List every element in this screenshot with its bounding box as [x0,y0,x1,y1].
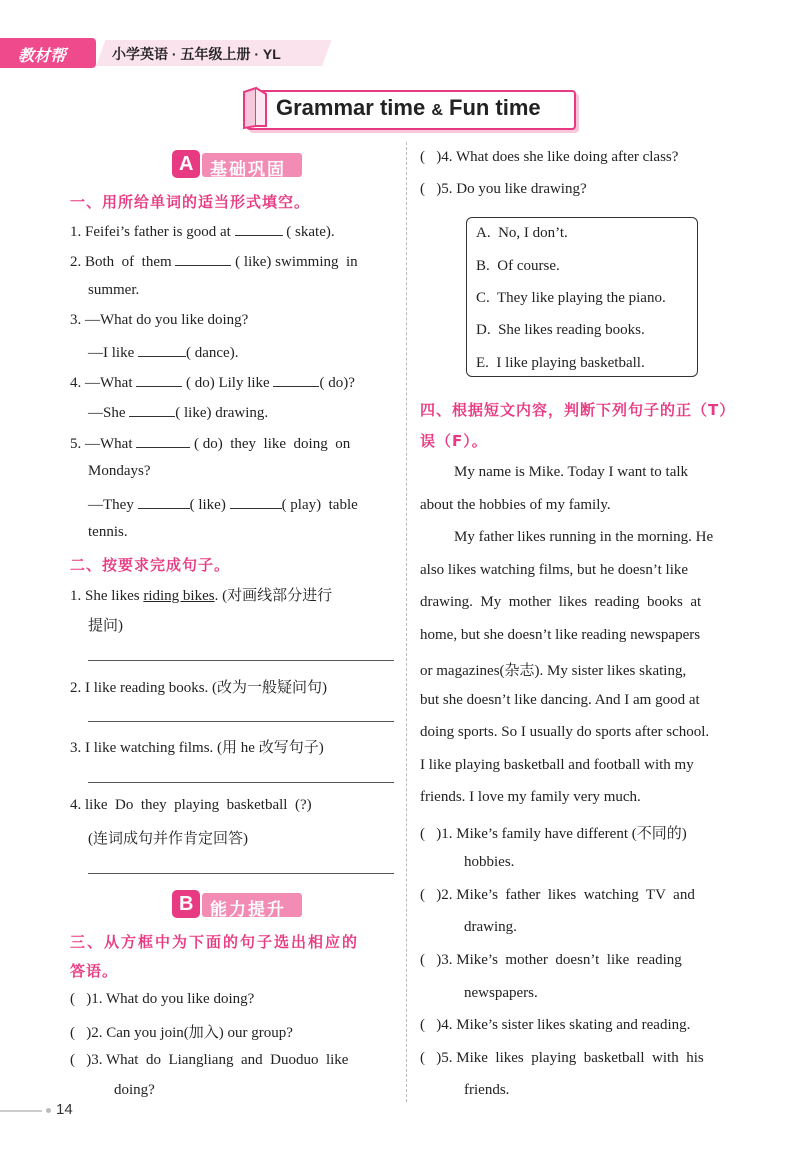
q3-item-2: ( )2. Can you join(加入) our group? [70,1025,293,1041]
footer-dot [46,1108,51,1113]
passage-line-10: I like playing basketball and football with my [420,757,694,773]
q3-item-5: ( )5. Do you like drawing? [420,181,587,197]
passage-line-4: also likes watching films, but he doesn’t like [420,562,689,578]
q4-item-4: ( )4. Mike’s sister likes skating and reading. [420,1017,691,1033]
section-a-label: 基础巩固 [210,160,286,179]
q3-heading: 三、从方框中为下面的句子选出相应的 [70,933,360,951]
q1-item-4a: 4. —What ( do) Lily like ( do)? [70,372,355,392]
passage-line-11: friends. I love my family very much. [420,789,641,805]
passage-line-6: home, but she doesn’t like reading newspapers [420,627,701,643]
option-a: A. No, I don’t. [476,225,568,241]
q1-heading: 一、用所给单词的适当形式填空。 [70,193,311,211]
q1-item-3a: 3. —What do you like doing? [70,312,249,328]
q1-item-3b: —I like ( dance). [88,342,238,362]
section-a-badge [172,150,304,178]
footer-line [0,1110,42,1112]
answer-blank[interactable] [138,342,186,357]
answer-blank[interactable] [138,494,190,509]
passage-line-7: or magazines(杂志). My sister likes skating, [420,663,687,679]
title-part1: Grammar time [276,95,426,120]
passage-line-9: doing sports. So I usually do sports after school. [420,724,710,740]
answer-paren[interactable]: ( )2. [70,1025,103,1041]
q1-item-1: 1. Feifei’s father is good at ( skate). [70,221,335,241]
answer-paren[interactable]: ( )3. [70,1052,103,1068]
q4-item-3: ( )3. Mike’s mother doesn’t like reading [420,952,682,968]
q1-item-4b: —She ( like) drawing. [88,402,268,422]
option-c: C. They like playing the piano. [476,290,666,306]
q1-item-5a-cont: Mondays? [88,463,151,479]
answer-paren[interactable]: ( )4. [420,1017,453,1033]
passage-line-1: My name is Mike. Today I want to talk [454,464,689,480]
q2-item-2: 2. I like reading books. (改为一般疑问句) [70,680,328,696]
answer-line[interactable] [88,873,394,874]
q2-item-4: 4. like Do they playing basketball (?) [70,797,312,813]
q4-item-1-cont: hobbies. [464,854,515,870]
answer-paren[interactable]: ( )2. [420,887,453,903]
column-divider [406,142,407,1102]
passage-line-8: but she doesn’t like dancing. And I am good at [420,692,700,708]
option-e: E. I like playing basketball. [476,355,645,371]
q4-item-2: ( )2. Mike’s father likes watching TV and [420,887,695,903]
passage-line-5: drawing. My mother likes reading books at [420,594,702,610]
q2-item-1: 1. She likes riding bikes. (对画线部分进行 [70,588,333,604]
title-amp: & [431,102,443,119]
q1-item-2-cont: summer. [88,282,140,298]
q4-heading: 四、根据短文内容，判断下列句子的正（T） [420,401,736,419]
answer-paren[interactable]: ( )5. [420,181,453,197]
book-icon [240,86,270,130]
answer-blank[interactable] [175,251,231,266]
underlined-phrase: riding bikes [143,588,215,604]
header-series-text: 小学英语 · 五年级上册 · YL [112,46,281,62]
section-b-badge [172,890,304,918]
answer-line[interactable] [88,660,394,661]
q4-item-3-cont: newspapers. [464,985,538,1001]
q4-item-5-cont: friends. [464,1082,510,1098]
q2-item-4-cont: (连词成句并作肯定回答) [88,831,248,847]
answer-paren[interactable]: ( )4. [420,149,453,165]
section-a-letter: A [179,153,194,175]
q4-heading-2: 误（F）。 [420,432,488,450]
answer-blank[interactable] [136,433,190,448]
section-b-letter: B [179,893,194,915]
q1-item-5a: 5. —What ( do) they like doing on [70,433,350,453]
q3-heading-2: 答语。 [70,962,119,980]
answer-line[interactable] [88,782,394,783]
page-number: 14 [56,1101,73,1118]
q3-item-3-cont: doing? [114,1082,155,1098]
answer-paren[interactable]: ( )1. [70,991,103,1007]
passage-line-3: My father likes running in the morning. He [454,529,714,545]
answer-paren[interactable]: ( )5. [420,1050,453,1066]
q4-item-2-cont: drawing. [464,919,517,935]
q2-heading: 二、按要求完成句子。 [70,556,231,574]
option-b: B. Of course. [476,258,560,274]
answer-line[interactable] [88,721,394,722]
title-part2: Fun time [449,95,541,120]
header-bar [0,38,330,68]
q4-item-5: ( )5. Mike likes playing basketball with his [420,1050,704,1066]
q1-item-5b: —They ( like) ( play) table [88,494,358,514]
passage-line-2: about the hobbies of my family. [420,497,611,513]
q1-item-5b-cont: tennis. [88,524,128,540]
answer-paren[interactable]: ( )1. [420,826,453,842]
q2-item-1-cont: 提问) [88,618,123,634]
answer-paren[interactable]: ( )3. [420,952,453,968]
answer-blank[interactable] [136,372,182,387]
q3-item-1: ( )1. What do you like doing? [70,991,255,1007]
answer-blank[interactable] [235,221,283,236]
q2-item-3: 3. I like watching films. (用 he 改写句子) [70,740,324,756]
option-d: D. She likes reading books. [476,322,645,338]
answer-blank[interactable] [230,494,282,509]
section-b-label: 能力提升 [210,900,286,919]
answer-blank[interactable] [273,372,319,387]
header-badge-text: 教材帮 [18,48,67,65]
q4-item-1: ( )1. Mike’s family have different (不同的) [420,826,687,842]
q3-item-4: ( )4. What does she like doing after class? [420,149,679,165]
q1-item-2: 2. Both of them ( like) swimming in [70,251,358,271]
answer-blank[interactable] [129,402,175,417]
page-title [276,95,541,121]
q3-item-3: ( )3. What do Liangliang and Duoduo like [70,1052,349,1068]
